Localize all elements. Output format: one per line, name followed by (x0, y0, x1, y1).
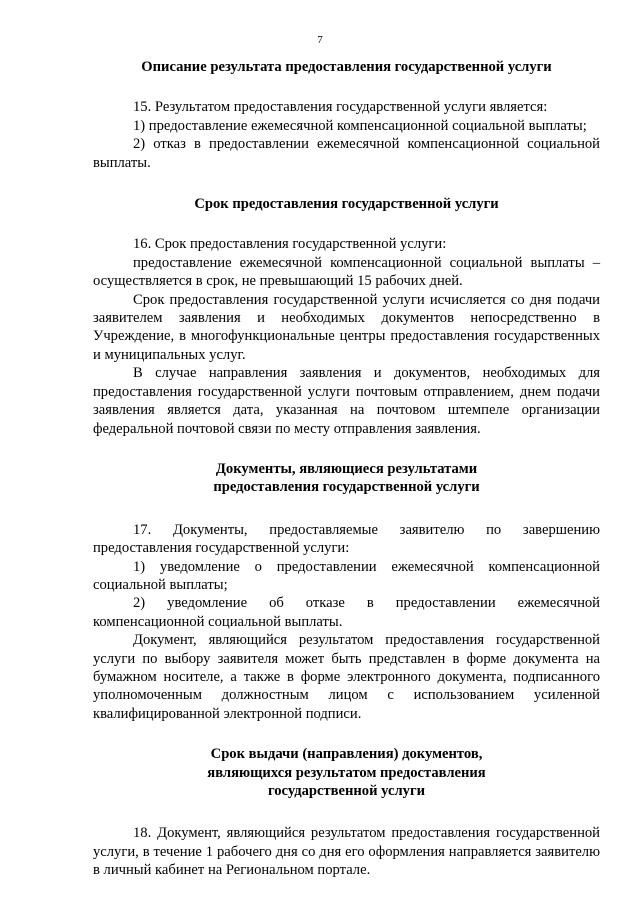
paragraph-16-term: предоставление ежемесячной компенсационной социальной выплаты – осуществляется в срок, не превышающий 15 рабочих дней. (93, 254, 600, 290)
paragraph-18: 18. Документ, являющийся результатом предоставления государственной услуги, в течение 1 рабочего дня со дня его оформления направляется заявителю в личный кабинет на Региональном портале. (93, 825, 600, 879)
section-heading-service-term: Срок предоставления государственной услуги (194, 196, 499, 213)
heading-line: Срок выдачи (направления) документов, (210, 746, 483, 763)
section-heading-result-documents (93, 460, 600, 497)
section-heading-result-description: Описание результата предоставления государственной услуги (141, 59, 552, 75)
list-item-17-2: 2) уведомление об отказе в предоставлении ежемесячной компенсационной социальной выплаты. (93, 595, 600, 630)
paragraph-17: 17. Документы, предоставляемые заявителю по завершению предоставления государственной услуги: (93, 521, 600, 557)
paragraph-16: 16. Срок предоставления государственной услуги: (133, 236, 447, 253)
page-number: 7 (317, 34, 323, 46)
heading-line: являющихся результатом предоставления (207, 764, 486, 781)
paragraph-17-form: Документ, являющийся результатом предоставления государственной услуги по выбору заявителя может быть представлен в форме документа на бумажном носителе, а также в форме электронного документа, подписанного уполномоченным должностным лицом с использованием усиленной квалифицированной электронной подписи. (93, 632, 600, 722)
paragraph-16-calculation: Срок предоставления государственной услуги исчисляется со дня подачи заявителем заявления и необходимых документов непосредственно в Учреждение, в многофункциональные центры предоставления государственных и муниципальных услуг. (93, 291, 600, 363)
list-item-15-1: 1) предоставление ежемесячной компенсационной социальной выплаты; (133, 117, 587, 134)
list-item-15-2: 2) отказ в предоставлении ежемесячной компенсационной социальной выплаты. (93, 136, 600, 171)
section-heading-issue-term (93, 745, 600, 800)
paragraph-16-postal: В случае направления заявления и документов, необходимых для предоставления государственной услуги почтовым отправлением, днем подачи заявления является дата, указанная на почтовом штемпеле организации федеральной почтовой связи по месту отправления заявления. (93, 365, 600, 437)
document-body (93, 58, 600, 880)
list-item-17-1: 1) уведомление о предоставлении ежемесячной компенсационной социальной выплаты; (93, 558, 600, 593)
heading-line: предоставления государственной услуги (213, 479, 480, 496)
heading-line: государственной услуги (267, 783, 426, 799)
paragraph-15: 15. Результатом предоставления государственной услуги является: (133, 99, 548, 116)
heading-line: Документы, являющиеся результатами (215, 460, 478, 477)
